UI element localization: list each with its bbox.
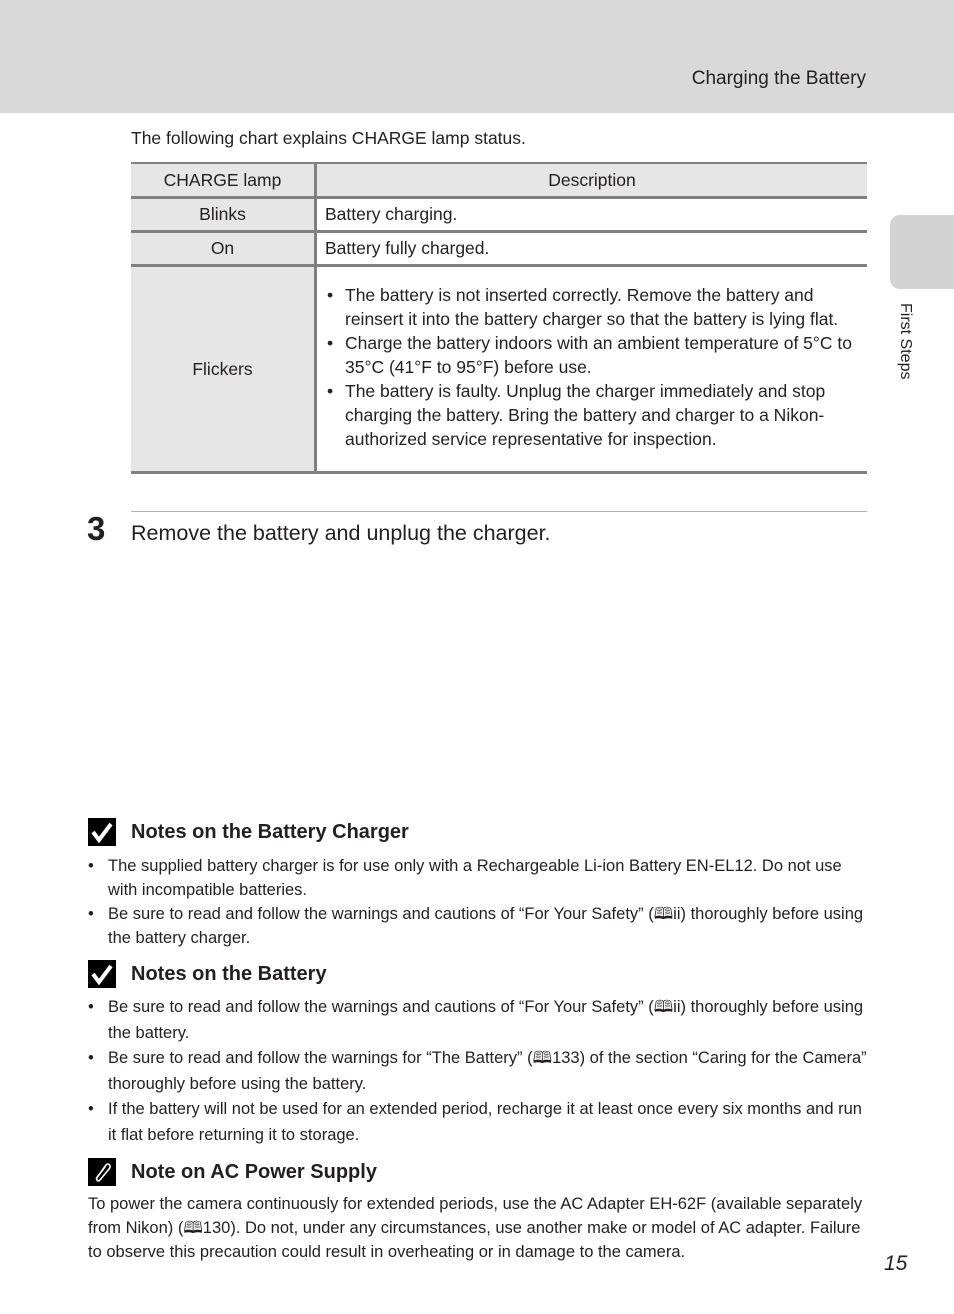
- check-icon: [88, 960, 116, 988]
- note-list-battery: [88, 995, 868, 1148]
- description-cell: Battery charging.: [316, 198, 868, 232]
- note-heading-charger: [88, 818, 409, 846]
- list-item: • Be sure to read and follow the warnings and cautions of “For Your Safety” (🕮ii) thoroughly before using the battery charger.: [88, 902, 868, 950]
- side-tab[interactable]: [890, 215, 954, 289]
- note-title: Notes on the Battery: [131, 962, 327, 985]
- section-title: Charging the Battery: [691, 68, 866, 89]
- side-tab-label: First Steps: [897, 303, 914, 380]
- note-title: Note on AC Power Supply: [131, 1160, 377, 1183]
- intro-text: The following chart explains CHARGE lamp status.: [131, 128, 526, 148]
- list-item: • If the battery will not be used for an extended period, recharge it at least once every six months and run it flat before returning it to storage.: [88, 1097, 868, 1148]
- flickers-list: [325, 279, 867, 459]
- list-item: • The battery is not inserted correctly. Remove the battery and reinsert it into the battery charger so that the battery is lying flat.: [325, 283, 861, 331]
- list-item: • The battery is faulty. Unplug the charger immediately and stop charging the battery. Bring the battery and charger to a Nikon-authorized service representative for inspection.: [325, 379, 861, 451]
- pencil-icon: [88, 1158, 116, 1186]
- description-cell: Battery fully charged.: [316, 232, 868, 266]
- description-cell: [316, 266, 868, 473]
- list-item: • The supplied battery charger is for use only with a Rechargeable Li-ion Battery EN-EL12. Do not use with incompatible batteries.: [88, 854, 868, 902]
- lamp-cell: On: [131, 232, 316, 266]
- header-band: [0, 0, 954, 113]
- column-header-description: Description: [316, 163, 868, 198]
- list-item: • Charge the battery indoors with an ambient temperature of 5°C to 35°C (41°F to 95°F) before use.: [325, 331, 861, 379]
- check-icon: [88, 818, 116, 846]
- charge-lamp-table: [131, 162, 867, 474]
- list-item: • Be sure to read and follow the warnings and cautions of “For Your Safety” (🕮ii) thoroughly before using the battery.: [88, 995, 868, 1046]
- note-heading-ac-power: [88, 1158, 377, 1186]
- note-title: Notes on the Battery Charger: [131, 820, 409, 843]
- table-header-row: [131, 163, 867, 198]
- step-number: 3: [87, 510, 106, 547]
- list-item: • Be sure to read and follow the warnings for “The Battery” (🕮133) of the section “Caring for the Camera” thoroughly before using the battery.: [88, 1046, 868, 1097]
- lamp-cell: Blinks: [131, 198, 316, 232]
- step-text: Remove the battery and unplug the charger.: [131, 521, 551, 545]
- step-divider: [131, 511, 867, 512]
- table-row: [131, 198, 867, 232]
- ac-power-paragraph: To power the camera continuously for extended periods, use the AC Adapter EH-62F (available separately from Nikon) (🕮130). Do not, under any circumstances, use another make or model of AC adapter. Failure to observe this precaution could result in overheating or in damage to the camera.: [88, 1195, 863, 1261]
- lamp-cell: Flickers: [131, 266, 316, 473]
- note-list-charger: [88, 854, 868, 950]
- page-number: 15: [884, 1252, 908, 1275]
- note-heading-battery: [88, 960, 327, 988]
- table-row: [131, 266, 867, 473]
- column-header-lamp: CHARGE lamp: [131, 163, 316, 198]
- table-row: [131, 232, 867, 266]
